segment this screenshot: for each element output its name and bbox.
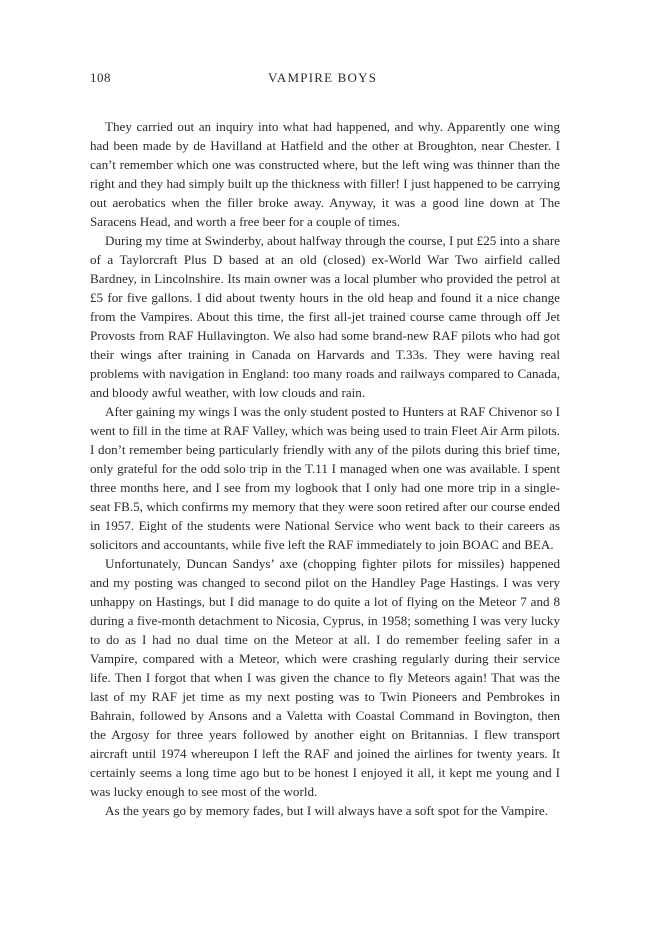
paragraph: Unfortunately, Duncan Sandys’ axe (chopping fighter pilots for missiles) happened and my posting was changed to second pilot on the Handley Page Hastings. I was very unhappy on Hastings, but I did manage to do quite a lot of flying on the Meteor 7 and 8 during a five-month detachment to Nicosia, Cyprus, in 1958; something I was very lucky to do as I had no dual time on the Meteor at all. I do remember feeling safer in a Vampire, compared with a Meteor, which were crashing regularly during their service life. Then I forgot that when I was given the chance to fly Meteors again! That was the last of my RAF jet time as my next posting was to Twin Pioneers and Pembrokes in Bahrain, followed by Ansons and a Valetta with Coastal Command in Bovington, then the Argosy for three years followed by another eight on Britannias. I flew transport aircraft until 1974 whereupon I left the RAF and joined the airlines for twenty years. It certainly seems a long time ago but to be honest I enjoyed it all, it kept me young and I was lucky enough to see most of the world. xyxy=(90,556,560,799)
paragraph: They carried out an inquiry into what had happened, and why. Apparently one wing had been made by de Havilland at Hatfield and the other at Broughton, near Chester. I can’t remember which one was constructed where, but the left wing was thinner than the right and they had simply built up the thickness with filler! I just happened to be carrying out aerobatics when the filler broke away. Anyway, it was a good line down at The Saracens Head, and worth a free beer for a couple of times. xyxy=(90,119,560,229)
running-title: VAMPIRE BOYS xyxy=(268,70,378,85)
paragraph: During my time at Swinderby, about halfway through the course, I put £25 into a share of a Taylorcraft Plus D based at an old (closed) ex-World War Two airfield called Bardney, in Lincolnshire. Its main owner was a local plumber who provided the petrol at £5 for five gallons. I did about twenty hours in the old heap and found it a nice change from the Vampires. About this time, the first all-jet trained course came through off Jet Provosts from RAF Hullavington. We also had some brand-new RAF pilots who had got their wings after training in Canada on Harvards and T.33s. They were having real problems with navigation in England: too many roads and railways compared to Canada, and bloody awful weather, with low clouds and rain. xyxy=(90,233,560,400)
paragraph: After gaining my wings I was the only student posted to Hunters at RAF Chivenor so I went to fill in the time at RAF Valley, which was being used to train Fleet Air Arm pilots. I don’t remember being particularly friendly with any of the pilots during this brief time, only grateful for the odd solo trip in the T.11 I managed when one was available. I spent three months here, and I see from my logbook that I only had one more trip in a single-seat FB.5, which confirms my memory that they were soon retired after our course ended in 1957. Eight of the students were National Service who went back to their careers as solicitors and accountants, while five left the RAF immediately to join BOAC and BEA. xyxy=(90,404,560,552)
paragraph: As the years go by memory fades, but I will always have a soft spot for the Vampire. xyxy=(105,803,549,818)
body-text xyxy=(90,117,560,820)
page-number: 108 xyxy=(90,70,111,85)
page-header xyxy=(90,70,560,88)
